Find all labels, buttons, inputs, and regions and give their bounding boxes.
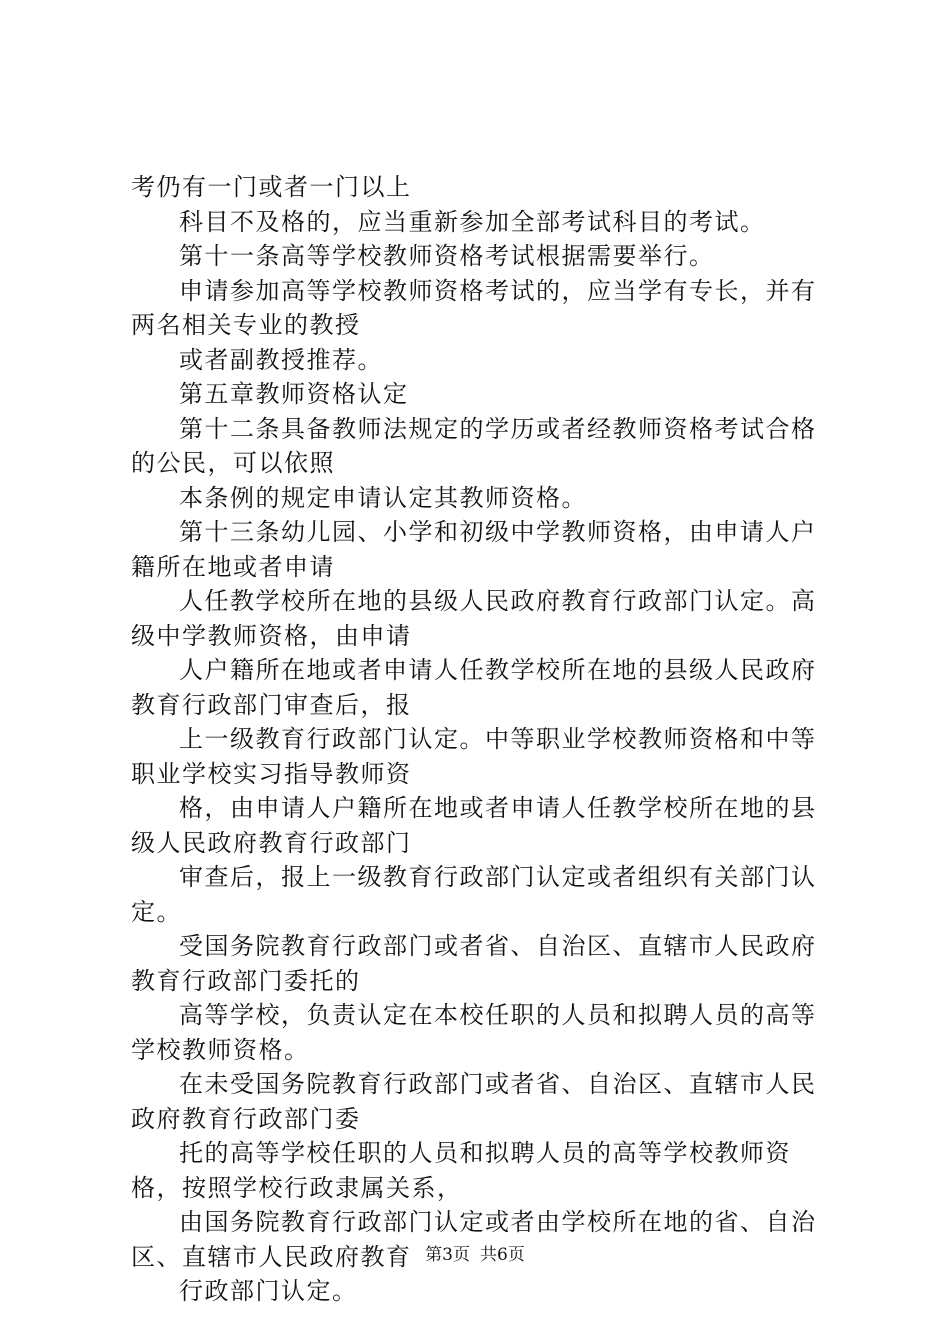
paragraph: 行政部门认定。: [179, 1277, 358, 1305]
paragraph: 托的高等学校任职的人员和拟聘人员的高等学校教师资格，按照学校行政隶属关系，: [131, 1139, 791, 1202]
paragraph: 科目不及格的，应当重新参加全部考试科目的考试。: [179, 207, 766, 236]
paragraph: 人户籍所在地或者申请人任教学校所在地的县级人民政府教育行政部门审查后，报: [131, 656, 817, 719]
paragraph: 受国务院教育行政部门或者省、自治区、直辖市人民政府教育行政部门委托的: [131, 932, 817, 995]
paragraph: 由国务院教育行政部门认定或者由学校所在地的省、自治区、直辖市人民政府教育: [131, 1208, 817, 1271]
paragraph: 第十三条幼儿园、小学和初级中学教师资格，由申请人户籍所在地或者申请: [131, 518, 817, 581]
paragraph: 申请参加高等学校教师资格考试的，应当学有专长，并有两名相关专业的教授: [131, 276, 817, 339]
document-body: [131, 170, 831, 1309]
paragraph: 在未受国务院教育行政部门或者省、自治区、直辖市人民政府教育行政部门委: [131, 1070, 817, 1133]
page-footer: [0, 1244, 950, 1266]
paragraph: 高等学校，负责认定在本校任职的人员和拟聘人员的高等学校教师资格。: [131, 1001, 817, 1064]
paragraph: 本条例的规定申请认定其教师资格。: [179, 483, 587, 512]
paragraph: 上一级教育行政部门认定。中等职业学校教师资格和中等职业学校实习指导教师资: [131, 725, 817, 788]
chapter-heading: 第五章教师资格认定: [179, 380, 409, 408]
paragraph: 或者副教授推荐。: [179, 345, 383, 374]
paragraph: 第十二条具备教师法规定的学历或者经教师资格考试合格的公民，可以依照: [131, 414, 817, 477]
paragraph: 人任教学校所在地的县级人民政府教育行政部门认定。高级中学教师资格，由申请: [131, 587, 817, 650]
page-number: 第3页: [425, 1245, 470, 1265]
paragraph: 审查后，报上一级教育行政部门认定或者组织有关部门认定。: [131, 863, 817, 926]
paragraph: 考仍有一门或者一门以上: [131, 173, 412, 201]
paragraph: 第十一条高等学校教师资格考试根据需要举行。: [179, 242, 715, 270]
page-total: 共6页: [480, 1245, 525, 1265]
paragraph: 格，由申请人户籍所在地或者申请人任教学校所在地的县级人民政府教育行政部门: [131, 794, 817, 857]
